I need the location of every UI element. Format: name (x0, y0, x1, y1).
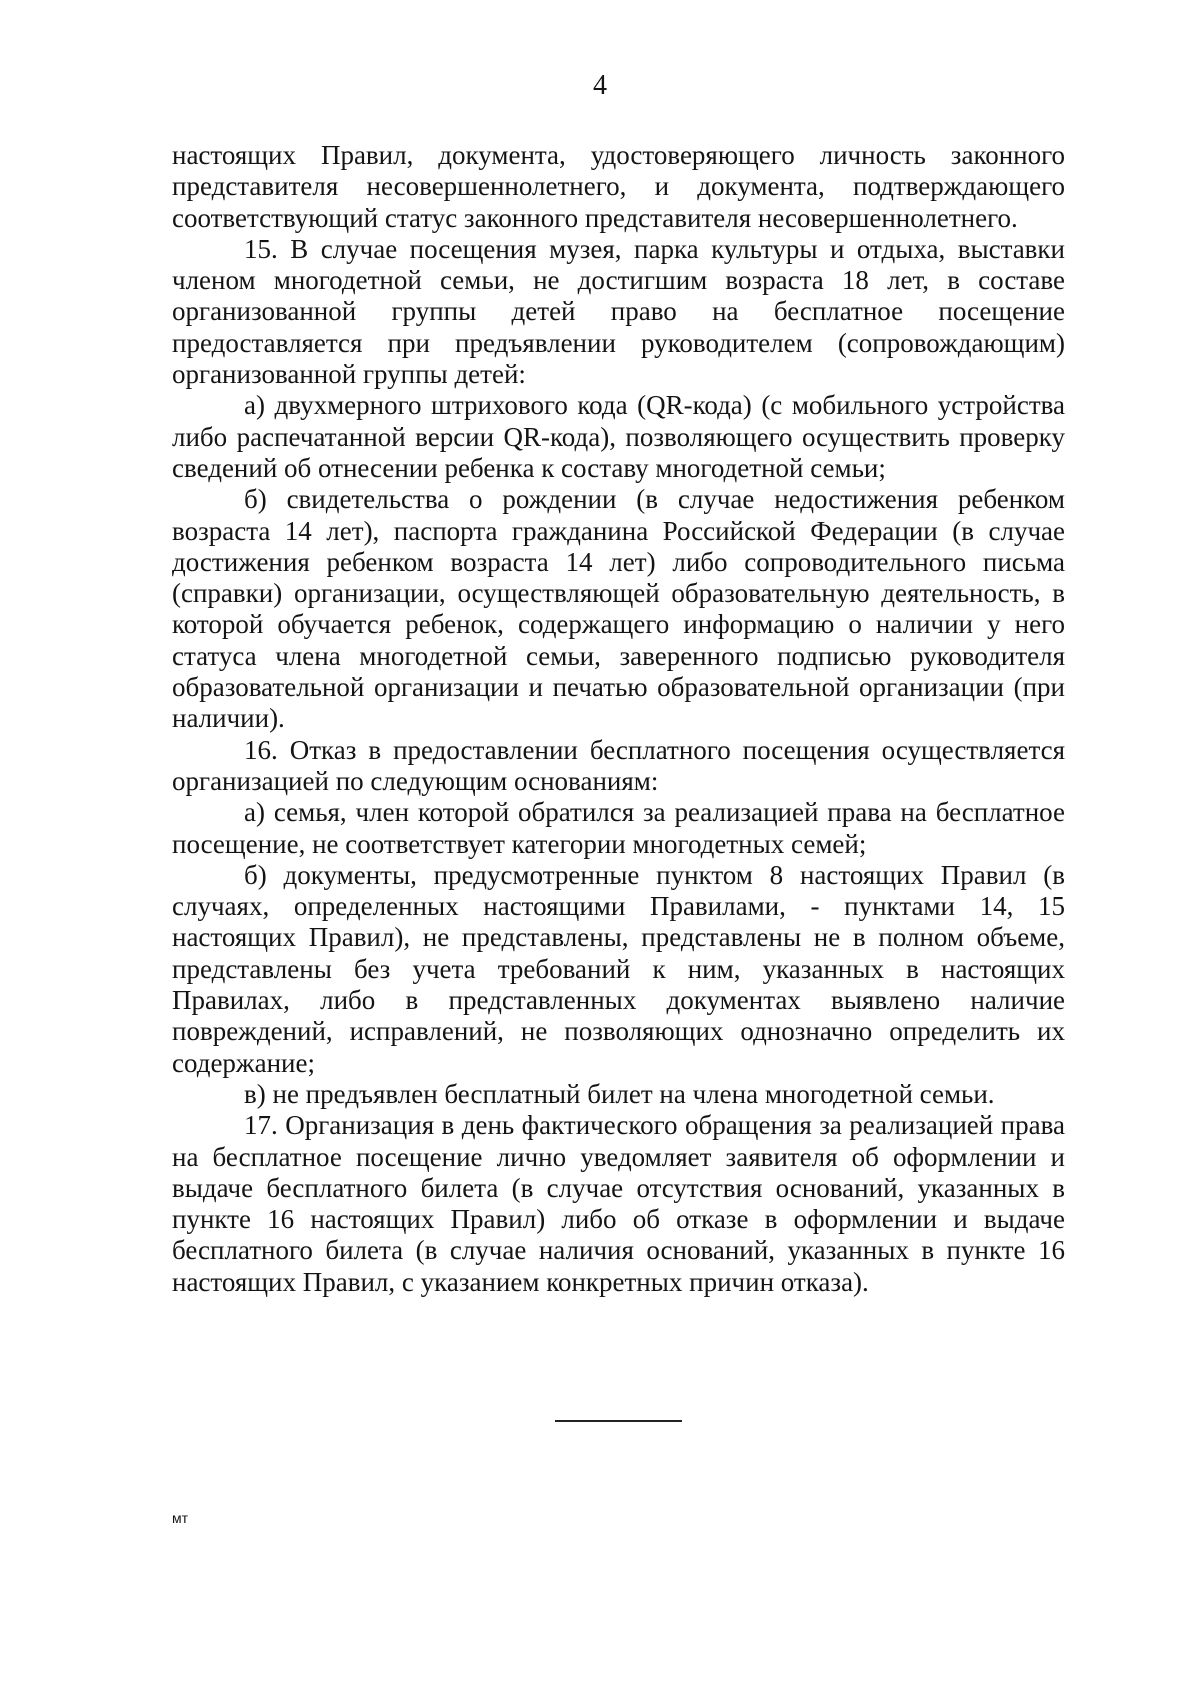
paragraph-item-16v: в) не предъявлен бесплатный билет на члена многодетной семьи. (244, 1078, 995, 1109)
page-number: 4 (593, 70, 607, 101)
paragraph-item-15b: б) свидетельства о рождении (в случае недостижения ребенком возраста 14 лет), паспорта гражданина Российской Федерации (в случае достижения ребенком возраста 14 лет) либо сопроводительного письма (справки) организации, осуществляющей образовательную деятельность, в которой обучается ребенок, содержащего информацию о наличии у него статуса члена многодетной семьи, заверенного подписью руководителя образовательной организации и печатью образовательной организации (при наличии). (172, 484, 1065, 734)
paragraph-item-15a: а) двухмерного штрихового кода (QR-кода) (с мобильного устройства либо распечатанной версии QR-кода), позволяющего осуществить проверку сведений об отнесении ребенка к составу многодетной семьи; (172, 390, 1065, 483)
end-divider (555, 1420, 682, 1422)
paragraph-item-17: 17. Организация в день фактического обращения за реализацией права на бесплатное посещение лично уведомляет заявителя об оформлении и выдаче бесплатного билета (в случае отсутствия оснований, указанных в пункте 16 настоящих Правил) либо об отказе в оформлении и выдаче бесплатного билета (в случае наличия оснований, указанных в пункте 16 настоящих Правил, с указанием конкретных причин отказа). (172, 1110, 1065, 1297)
paragraph-continuation: настоящих Правил, документа, удостоверяющего личность законного представителя несовершеннолетнего, и документа, подтверждающего соответствующий статус законного представителя несовершеннолетнего. (172, 140, 1065, 233)
document-body (172, 140, 1065, 1298)
paragraph-item-16a: а) семья, член которой обратился за реализацией права на бесплатное посещение, не соответствует категории многодетных семей; (172, 797, 1065, 859)
paragraph-item-16: 16. Отказ в предоставлении бесплатного посещения осуществляется организацией по следующим основаниям: (172, 734, 1065, 796)
paragraph-item-16b: б) документы, предусмотренные пунктом 8 настоящих Правил (в случаях, определенных настоящими Правилами, - пунктами 14, 15 настоящих Правил), не представлены, представлены не в полном объеме, представлены без учета требований к ним, указанных в настоящих Правилах, либо в представленных документах выявлено наличие повреждений, исправлений, не позволяющих однозначно определить их содержание; (172, 859, 1065, 1078)
footer-mark: мт (172, 1510, 189, 1526)
paragraph-item-15: 15. В случае посещения музея, парка культуры и отдыха, выставки членом многодетной семьи, не достигшим возраста 18 лет, в составе организованной группы детей право на бесплатное посещение предоставляется при предъявлении руководителем (сопровождающим) организованной группы детей: (172, 233, 1065, 390)
